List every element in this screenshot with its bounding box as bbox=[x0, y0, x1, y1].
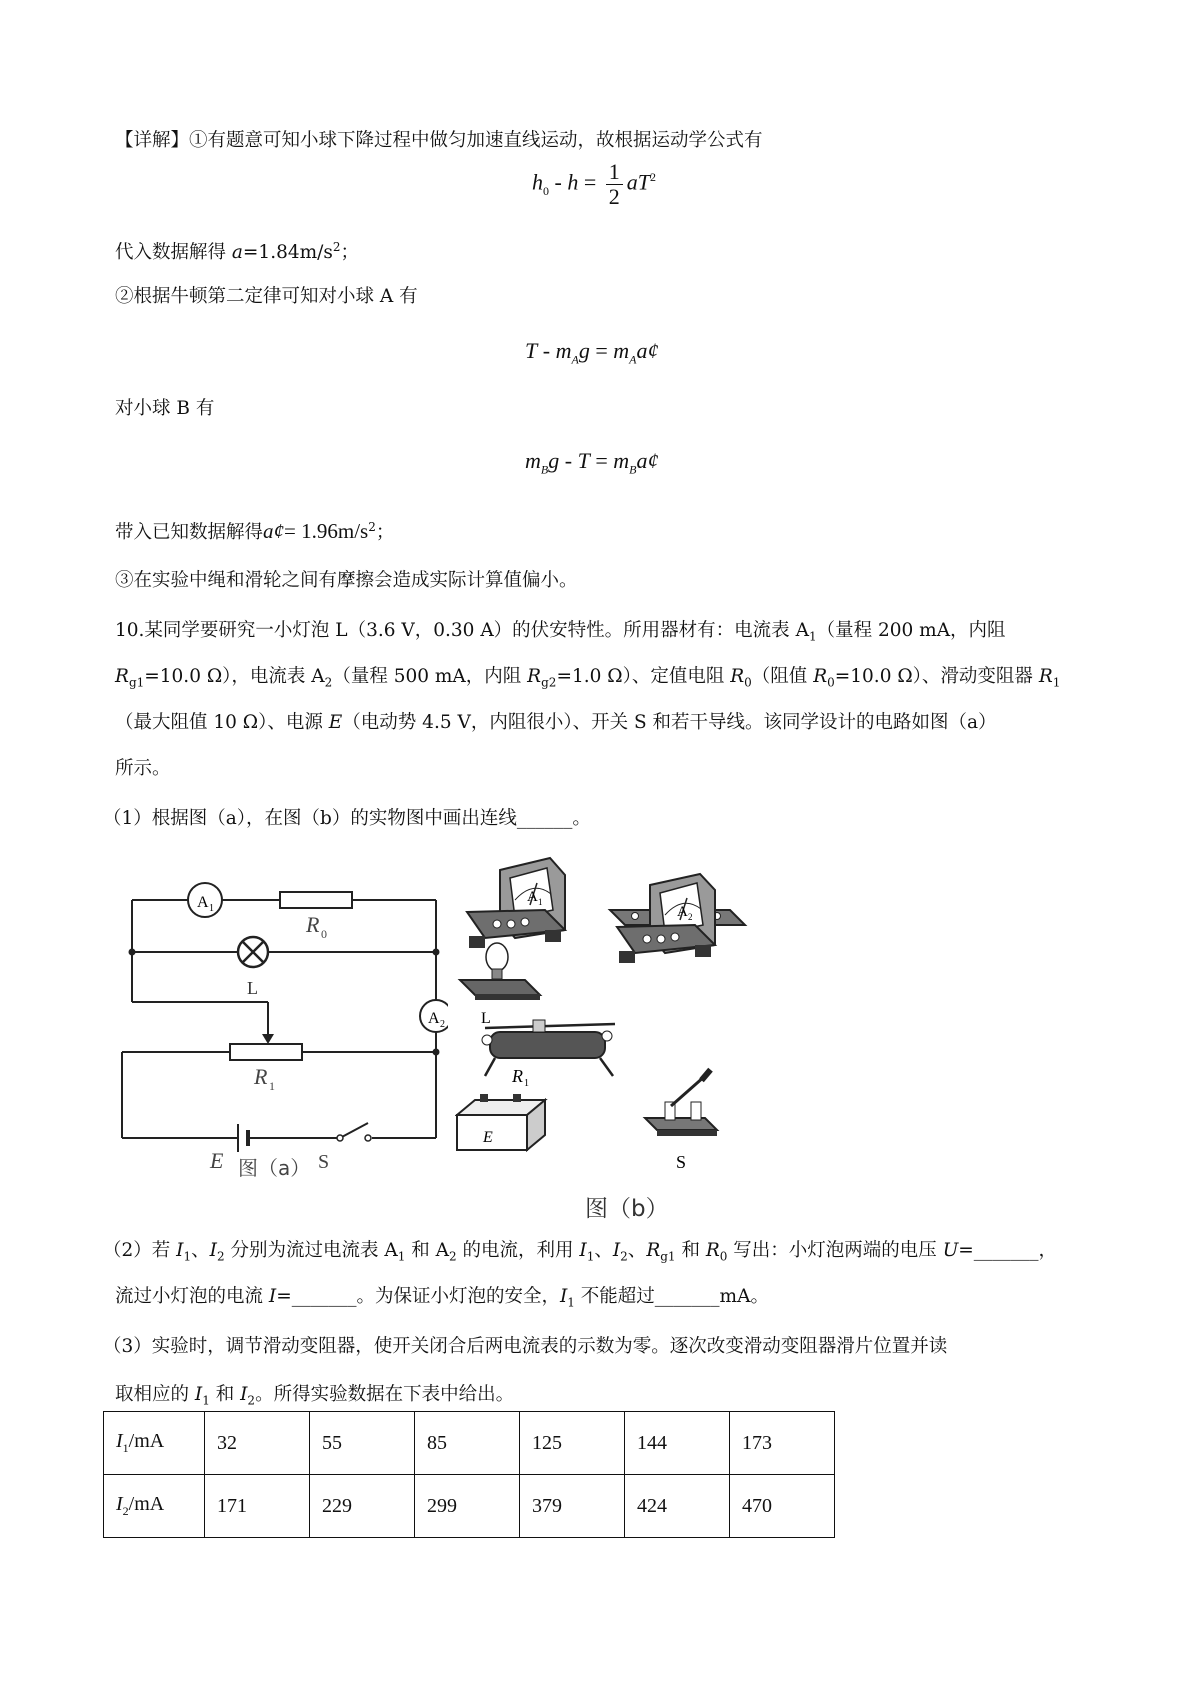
svg-text:A: A bbox=[527, 889, 538, 905]
svg-text:R: R bbox=[254, 1064, 268, 1089]
svg-text:2: 2 bbox=[688, 912, 693, 922]
svg-text:E: E bbox=[210, 1148, 224, 1170]
svg-text:A: A bbox=[197, 894, 209, 911]
svg-text:1: 1 bbox=[524, 1078, 529, 1089]
equation-ball-a: T - $m_Ag$ = $m_Aa¢$ bbox=[525, 338, 659, 367]
q10-line2: $R_{g1}=10.0$ Ω），电流表 $A_2$（量程 500 mA，内阻 $R_{g2}=1.0$ Ω）、定值电阻 $R_0$（阻值 $R_0=10.0$ Ω）、滑动变阻器 $R_1$ bbox=[115, 666, 1061, 690]
row-header-i2: $I_2/mA$ bbox=[104, 1475, 205, 1538]
svg-text:R: R bbox=[306, 912, 320, 937]
q10-line1: 10.某同学要研究一小灯泡 L（3.6 V，0.30 A）的伏安特性。所用器材有：电流表 $A_1$（量程 200 mA，内阻 bbox=[115, 620, 1006, 644]
table-row bbox=[104, 1475, 835, 1538]
svg-text:1: 1 bbox=[209, 903, 214, 914]
svg-text:2: 2 bbox=[440, 1019, 445, 1030]
q10-line4: 所示。 bbox=[115, 758, 171, 779]
figure-b-caption: 图（b） bbox=[585, 1196, 669, 1222]
table-cell: 229 bbox=[310, 1475, 415, 1538]
svg-text:R: R bbox=[512, 1066, 523, 1086]
detail-result2: 带入已知数据解得a¢= $1.96m/s^2$； bbox=[115, 519, 395, 544]
svg-text:A: A bbox=[677, 904, 688, 920]
table-cell: 32 bbox=[205, 1412, 310, 1475]
detail-ball-b: 对小球 B 有 bbox=[115, 398, 215, 419]
detail-step2: ②根据牛顿第二定律可知对小球 A 有 bbox=[115, 286, 418, 307]
q10-part2-line2: 流过小灯泡的电流 I=_______。为保证小灯泡的安全，$I_1$ 不能超过_______mA。 bbox=[115, 1286, 769, 1310]
detail-step1-text: ①有题意可知小球下降过程中做匀加速直线运动，故根据运动学公式有 bbox=[189, 130, 763, 151]
table-cell: 299 bbox=[415, 1475, 520, 1538]
svg-text:L: L bbox=[481, 1010, 491, 1027]
table-cell: 85 bbox=[415, 1412, 520, 1475]
figure-a-circuit bbox=[118, 870, 448, 1170]
equation-ball-b: $m_Bg$ - $T = m_Ba¢$ bbox=[525, 448, 659, 477]
q10-part3-line1: （3）实验时，调节滑动变阻器，使开关闭合后两电流表的示数为零。逐次改变滑动变阻器滑片位置并读 bbox=[103, 1336, 948, 1357]
fraction-half: $\frac{1}{2}$ bbox=[606, 160, 623, 209]
svg-text:A: A bbox=[428, 1010, 440, 1027]
table-cell: 171 bbox=[205, 1475, 310, 1538]
svg-text:S: S bbox=[318, 1151, 330, 1170]
rheostat-r1-device bbox=[482, 1020, 615, 1076]
svg-text:1: 1 bbox=[538, 897, 543, 907]
table-cell: 470 bbox=[730, 1475, 835, 1538]
detail-step3: ③在实验中绳和滑轮之间有摩擦会造成实际计算值偏小。 bbox=[115, 570, 578, 591]
svg-text:0: 0 bbox=[321, 927, 327, 941]
table-cell: 55 bbox=[310, 1412, 415, 1475]
lamp-device bbox=[460, 943, 540, 1000]
figure-a-caption: 图（a） bbox=[238, 1156, 311, 1180]
battery-e-device bbox=[457, 1094, 545, 1150]
q10-part1: （1）根据图（a），在图（b）的实物图中画出连线______。 bbox=[103, 808, 591, 829]
detail-heading: 【详解】 bbox=[115, 130, 190, 151]
svg-text:1: 1 bbox=[269, 1079, 275, 1093]
table-cell: 424 bbox=[625, 1475, 730, 1538]
svg-text:E: E bbox=[483, 1129, 493, 1146]
table-cell: 173 bbox=[730, 1412, 835, 1475]
table-cell: 144 bbox=[625, 1412, 730, 1475]
data-table bbox=[103, 1411, 835, 1538]
detail-step1 bbox=[115, 128, 763, 154]
table-cell: 125 bbox=[520, 1412, 625, 1475]
q10-part2-line1: （2）若 $I_1$、$I_2$ 分别为流过电流表 $A_1$ 和 $A_2$ 的电流，利用 $I_1$、$I_2$、$R_{g1}$ 和 $R_0$ 写出：小灯泡两端的电压 U=_______， bbox=[103, 1240, 1058, 1264]
svg-text:L: L bbox=[247, 978, 258, 998]
row-header-i1: $I_1/mA$ bbox=[104, 1412, 205, 1475]
table-row bbox=[104, 1412, 835, 1475]
switch-s-device bbox=[645, 1068, 717, 1136]
table-cell: 379 bbox=[520, 1475, 625, 1538]
q10-line3: （最大阻值 10 Ω）、电源 E（电动势 4.5 V，内阻很小）、开关 S 和若干导线。该同学设计的电路如图（a） bbox=[115, 712, 997, 733]
detail-result1: 代入数据解得 $a=1.84m/s^2$； bbox=[115, 240, 360, 264]
svg-text:S: S bbox=[676, 1152, 687, 1172]
q10-part3-line2: 取相应的 $I_1$ 和 $I_2$。所得实验数据在下表中给出。 bbox=[115, 1384, 515, 1408]
figure-b-apparatus bbox=[455, 850, 815, 1220]
lamp-symbol bbox=[238, 937, 268, 967]
ammeter-a1-device bbox=[467, 858, 565, 948]
equation-kinematics: $h_0$ - h = $\frac{1}{2}$ $aT^2$ bbox=[532, 159, 656, 209]
